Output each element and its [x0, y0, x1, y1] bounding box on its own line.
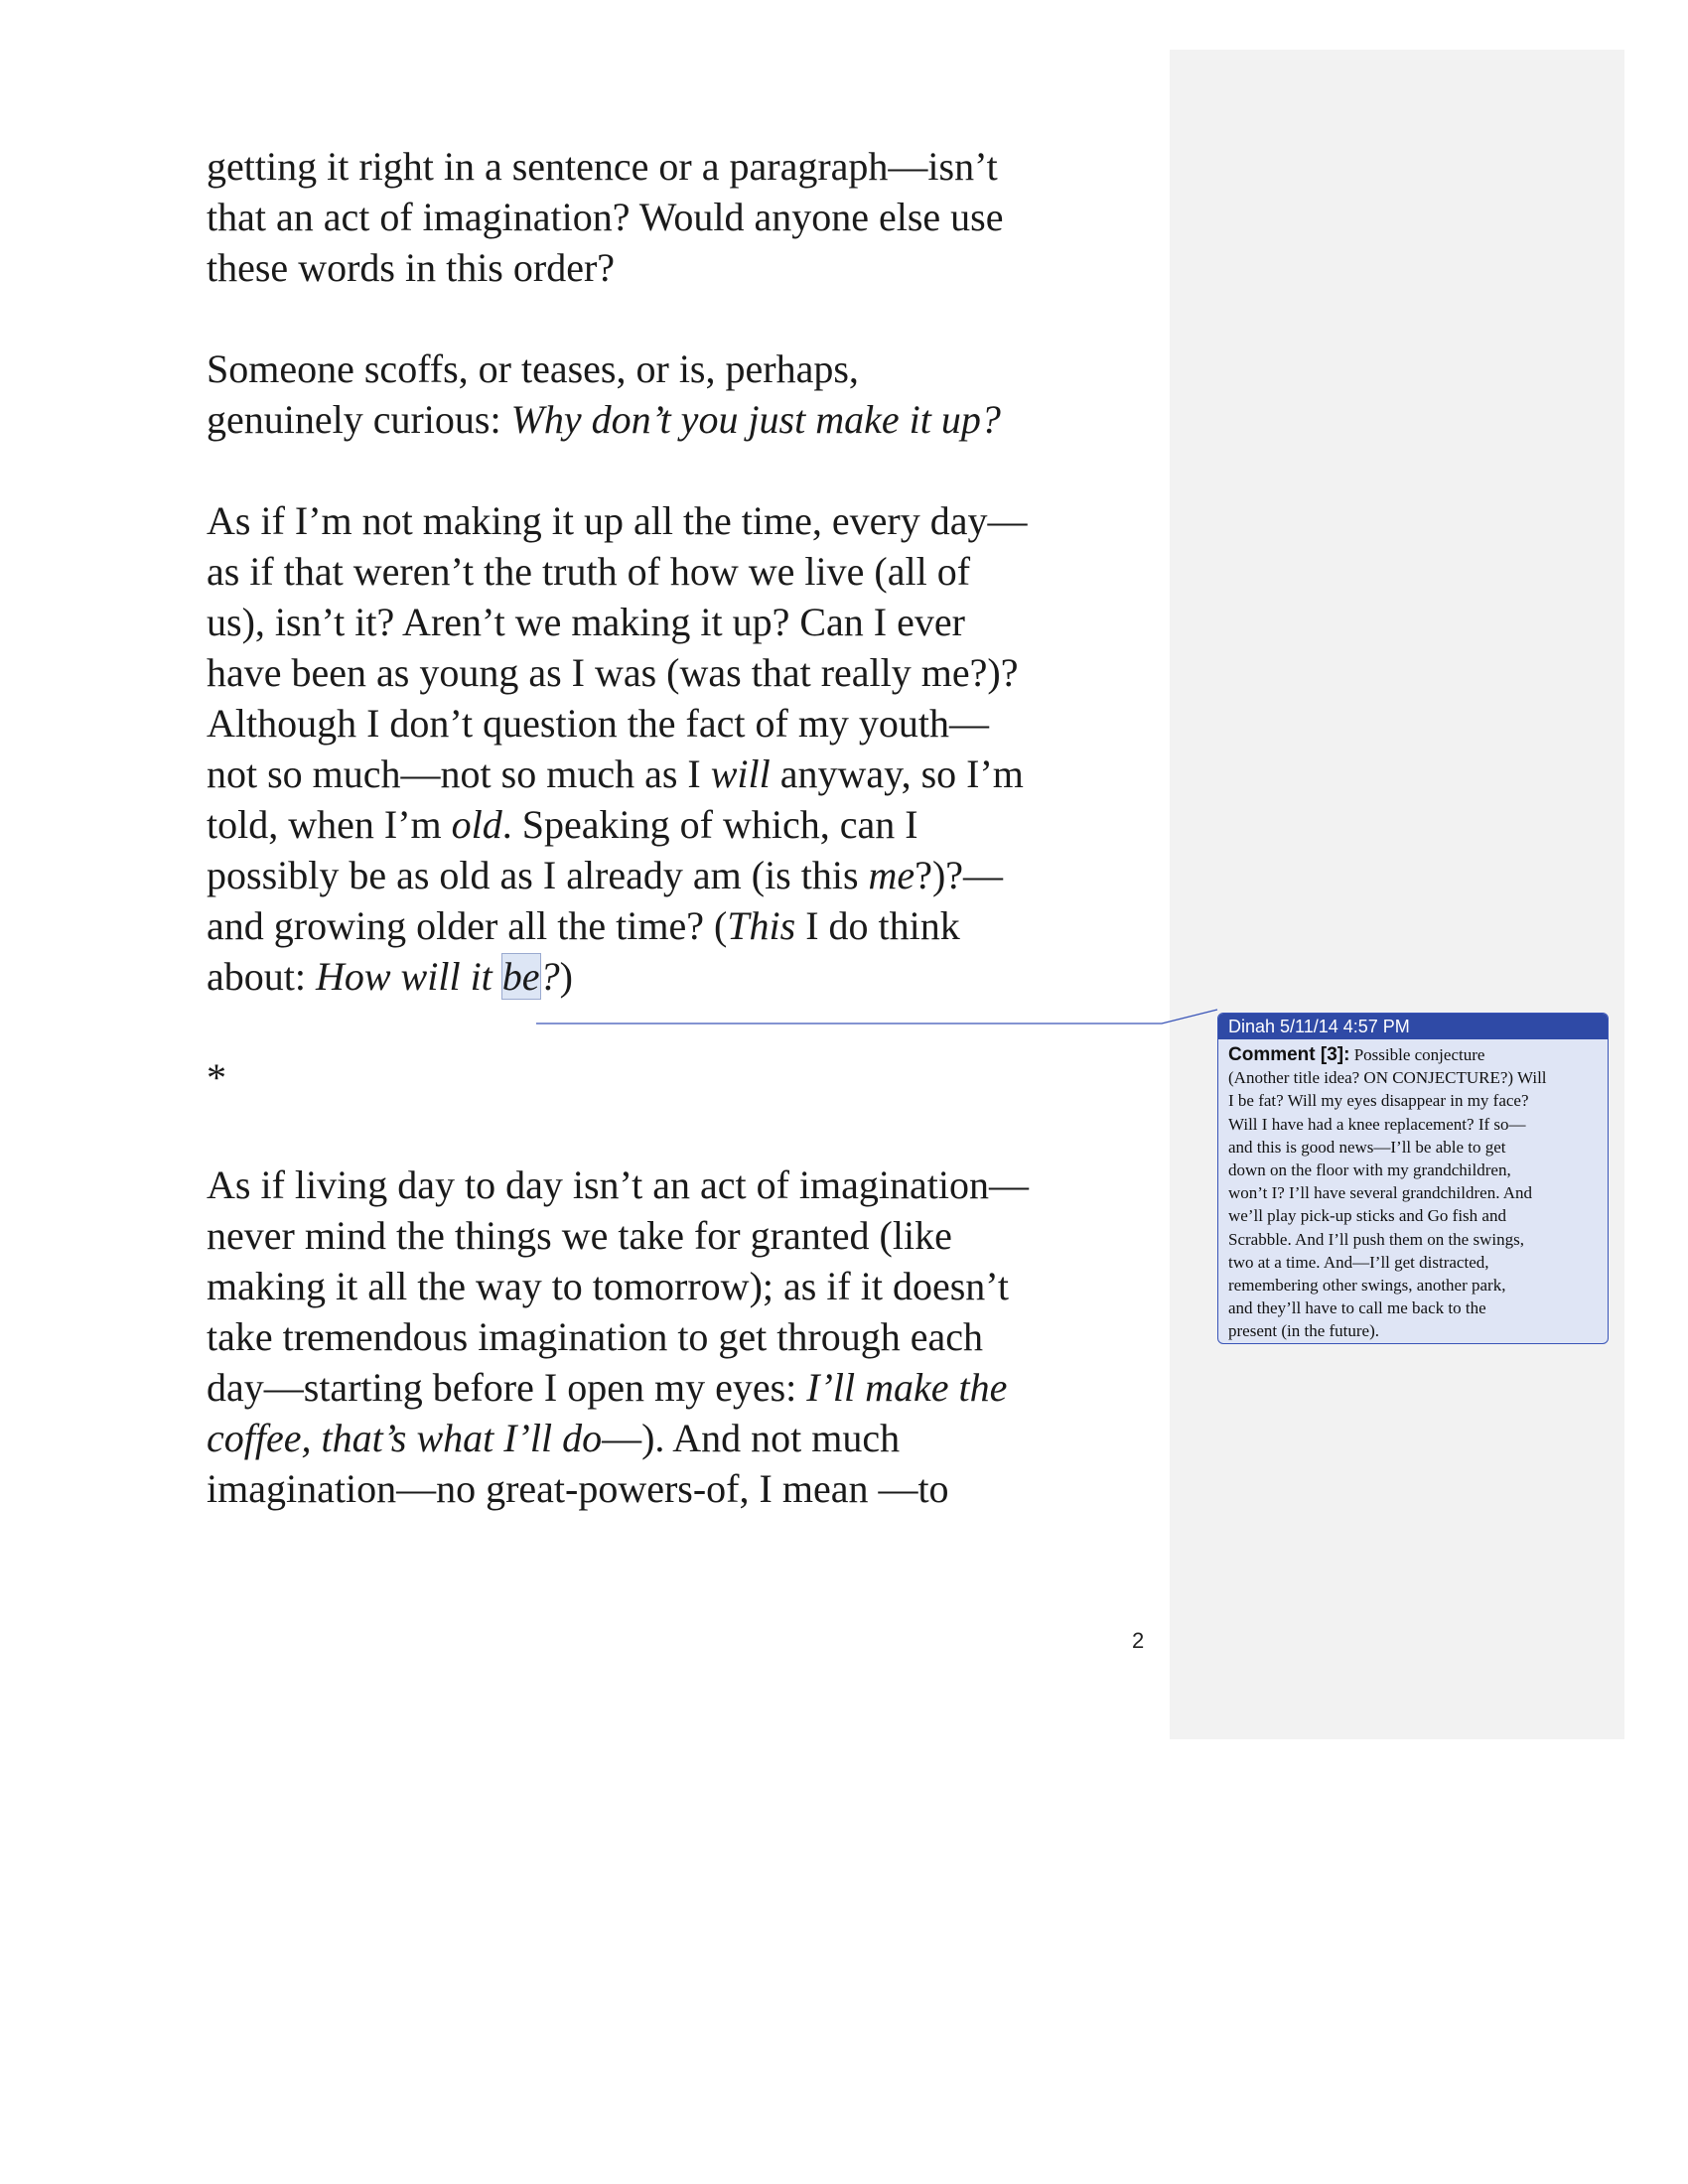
comment-line: (Another title idea? ON CONJECTURE?) Will	[1228, 1068, 1547, 1088]
comment-line: two at a time. And—I’ll get distracted,	[1228, 1252, 1489, 1272]
comment-line: down on the floor with my grandchildren,	[1228, 1160, 1511, 1180]
comment-line: remembering other swings, another park,	[1228, 1276, 1506, 1296]
text-segment: not so much—not so much as I	[207, 751, 711, 796]
text-segment: that an act of imagination? Would anyone else use	[207, 195, 1004, 239]
text-segment: I do think	[795, 903, 960, 948]
comment-line: and this is good news—I’ll be able to get	[1228, 1137, 1506, 1157]
text-segment: making it all the way to tomorrow); as if it doesn’t	[207, 1264, 1010, 1308]
comment-line: we’ll play pick-up sticks and Go fish and	[1228, 1206, 1506, 1226]
text-segment: about:	[207, 954, 316, 999]
comment-line: Scrabble. And I’ll push them on the swings,	[1228, 1229, 1524, 1249]
text-segment: possibly be as old as I already am (is this	[207, 853, 869, 897]
text-segment: anyway, so I’m	[770, 751, 1024, 796]
text-segment: As if living day to day isn’t an act of imagination—	[207, 1162, 1030, 1207]
text-segment: Why don’t you just make it up?	[510, 397, 1001, 442]
text-segment: will	[710, 751, 771, 796]
text-segment: . Speaking of which, can I	[501, 802, 918, 847]
text-segment: I’ll make the	[806, 1365, 1008, 1410]
text-segment: have been as young as I was (was that really me?)?	[207, 650, 1019, 695]
text-segment: As if I’m not making it up all the time, every day—	[207, 498, 1028, 543]
text-segment: *	[207, 1055, 226, 1100]
comment-line: Possible conjecture	[1349, 1045, 1485, 1064]
text-segment: never mind the things we take for granted (like	[207, 1213, 952, 1258]
text-segment: Although I don’t question the fact of my youth—	[207, 701, 990, 746]
text-segment: old	[451, 802, 502, 847]
comment-line: present (in the future).	[1228, 1321, 1379, 1341]
text-segment: these words in this order?	[207, 245, 616, 290]
text-segment: getting it right in a sentence or a paragraph—isn’t	[207, 144, 998, 189]
text-segment: This	[727, 903, 796, 948]
text-segment: —). And not much	[602, 1416, 901, 1460]
text-segment: genuinely curious:	[207, 397, 511, 442]
comment-line: I be fat? Will my eyes disappear in my face?	[1228, 1091, 1529, 1111]
text-segment: and growing older all the time? (	[207, 903, 728, 948]
text-segment: )	[559, 954, 573, 999]
text-segment: as if that weren’t the truth of how we live (all of	[207, 549, 971, 594]
comment-label: Comment [3]:	[1228, 1044, 1350, 1065]
text-segment: Someone scoffs, or teases, or is, perhaps,	[207, 346, 859, 391]
text-segment: How will it	[315, 954, 502, 999]
comment-line: and they’ll have to call me back to the	[1228, 1298, 1486, 1318]
commented-text[interactable]: be	[501, 954, 540, 999]
comment-line: Will I have had a knee replacement? If so—	[1228, 1114, 1526, 1134]
text-segment: day—starting before I open my eyes:	[207, 1365, 807, 1410]
text-segment: ?)?—	[914, 853, 1004, 897]
text-segment: me	[868, 853, 915, 897]
comment-author-date: Dinah 5/11/14 4:57 PM	[1218, 1014, 1608, 1039]
text-segment: take tremendous imagination to get through each	[207, 1314, 983, 1359]
comment-text	[1218, 1039, 1608, 1343]
text-segment: coffee, that’s what I’ll do	[207, 1416, 603, 1460]
text-segment: imagination—no great-powers-of, I mean —to	[207, 1466, 949, 1511]
comment-line: won’t I? I’ll have several grandchildren. And	[1228, 1183, 1533, 1203]
text-segment: ?	[539, 954, 560, 999]
comment-first-line	[1228, 1043, 1600, 1066]
page-number: 2	[1132, 1628, 1145, 1653]
comment-balloon[interactable]	[1217, 1013, 1609, 1344]
text-segment: told, when I’m	[207, 802, 452, 847]
text-segment: us), isn’t it? Aren’t we making it up? Can I ever	[207, 600, 965, 644]
